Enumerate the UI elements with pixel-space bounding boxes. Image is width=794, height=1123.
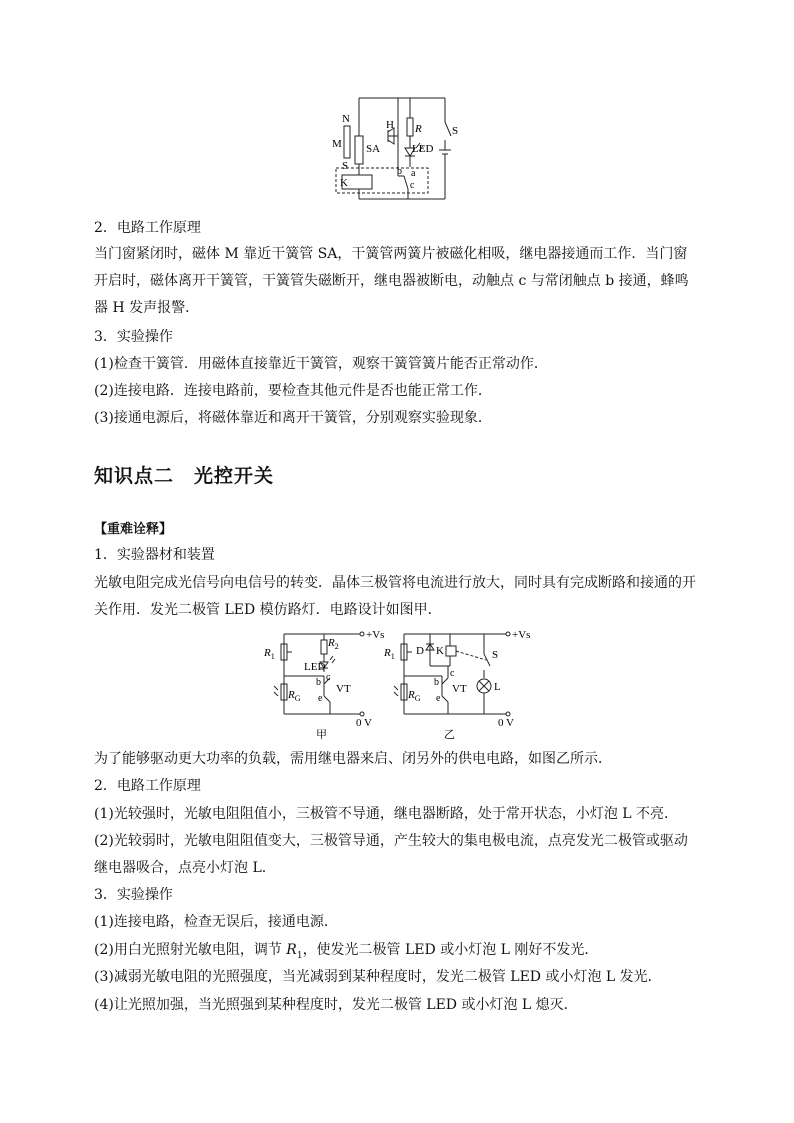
operation-4: (4)让光照加强，当光照强到某种程度时，发光二极管 LED 或小灯泡 L 熄灭． bbox=[94, 997, 578, 1013]
label-c: c bbox=[410, 180, 415, 191]
label-m: M bbox=[332, 138, 342, 150]
label-c-yi: c bbox=[450, 668, 455, 679]
label-r: R bbox=[415, 123, 422, 135]
label-a: a bbox=[411, 168, 416, 179]
heading-circuit-principle: 2．电路工作原理 bbox=[94, 220, 201, 236]
caption-yi: 乙 bbox=[444, 729, 455, 741]
operation-2: (2)用白光照射光敏电阻，调节 $R_1$，使发光二极管 LED 或小灯泡 L 刚好不发光． bbox=[94, 942, 599, 961]
label-rg-yi: $R_G$ bbox=[408, 689, 421, 703]
label-b-yi: b bbox=[434, 677, 439, 688]
label-r1-yi: $R_1$ bbox=[384, 647, 395, 661]
label-s-magnet: S bbox=[342, 160, 349, 172]
label-k-yi: K bbox=[436, 645, 444, 657]
paragraph-relay-drive: 为了能够驱动更大功率的负载，需用继电器来启、闭另外的供电电路，如图乙所示． bbox=[94, 751, 612, 767]
label-b: b bbox=[397, 166, 402, 177]
reed-alarm-circuit-diagram bbox=[320, 92, 470, 207]
heading-experiment-operation: 3．实验操作 bbox=[94, 329, 173, 345]
label-b-jia: b bbox=[316, 677, 321, 688]
heading-experiment-operation-2: 3．实验操作 bbox=[94, 887, 173, 903]
paragraph-reed-principle: 当门窗紧闭时，磁体 M 靠近干簧管 SA，干簧管两簧片被磁化相吸，继电器接通而工作．当门窗开启时，磁体离开干簧管，干簧管失磁断开，继电器被断电，动触点 c 与常闭触点 b 接通，蜂鸣器 H 发声报警． bbox=[94, 246, 689, 316]
label-0v-yi: 0 V bbox=[498, 717, 514, 729]
label-d-yi: D bbox=[416, 645, 424, 657]
label-vt-yi: VT bbox=[452, 683, 467, 695]
label-l-yi: L bbox=[494, 681, 501, 693]
principle-1: (1)光较强时，光敏电阻阻值小，三极管不导通，继电器断路，处于常开状态，小灯泡 L 不亮． bbox=[94, 806, 679, 822]
section-tag: 【重难诠释】 bbox=[94, 522, 173, 537]
label-0v-jia: 0 V bbox=[356, 717, 372, 729]
label-e-jia: e bbox=[318, 693, 323, 704]
label-vs-yi: +Vs bbox=[512, 629, 531, 641]
operation-1: (1)连接电路，检查无误后，接通电源． bbox=[94, 914, 338, 930]
label-vt-jia: VT bbox=[336, 683, 351, 695]
step-1: (1)检查干簧管．用磁体直接靠近干簧管，观察干簧管簧片能否正常动作． bbox=[94, 356, 548, 372]
paragraph-equipment: 光敏电阻完成光信号向电信号的转变．晶体三极管将电流进行放大，同时具有完成断路和接通的开关作用．发光二极管 LED 模仿路灯．电路设计如图甲． bbox=[94, 575, 696, 618]
label-led: LED bbox=[412, 143, 434, 155]
caption-jia: 甲 bbox=[316, 729, 327, 741]
step-3: (3)接通电源后，将磁体靠近和离开干簧管，分别观察实验现象． bbox=[94, 410, 492, 426]
operation-3: (3)减弱光敏电阻的光照强度，当光减弱到某种程度时，发光二极管 LED 或小灯泡 L 发光． bbox=[94, 969, 662, 985]
label-r2-jia: $R_2$ bbox=[328, 637, 339, 651]
section-title-light-switch: 知识点二 光控开关 bbox=[94, 465, 275, 487]
label-sa: SA bbox=[366, 143, 381, 155]
step-2: (2)连接电路．连接电路前，要检查其他元件是否也能正常工作． bbox=[94, 383, 492, 399]
light-switch-circuit-diagram bbox=[260, 626, 532, 742]
label-vs-jia: +Vs bbox=[366, 629, 385, 641]
heading-circuit-principle-2: 2．电路工作原理 bbox=[94, 778, 201, 794]
label-s-switch: S bbox=[452, 125, 459, 137]
label-s-yi: S bbox=[492, 649, 499, 661]
label-n: N bbox=[342, 113, 350, 125]
label-e-yi: e bbox=[436, 693, 441, 704]
label-k: K bbox=[340, 177, 348, 189]
label-led-jia: LED bbox=[304, 661, 326, 673]
principle-2: (2)光较弱时，光敏电阻阻值变大，三极管导通，产生较大的集电极电流，点亮发光二极管或驱动继电器吸合，点亮小灯泡 L. bbox=[94, 833, 688, 876]
label-h: H bbox=[386, 119, 394, 131]
heading-equipment: 1．实验器材和装置 bbox=[94, 547, 215, 563]
label-r1-jia: $R_1$ bbox=[264, 647, 275, 661]
label-rg-jia: $R_G$ bbox=[288, 689, 301, 703]
label-c-jia: c bbox=[326, 672, 331, 683]
